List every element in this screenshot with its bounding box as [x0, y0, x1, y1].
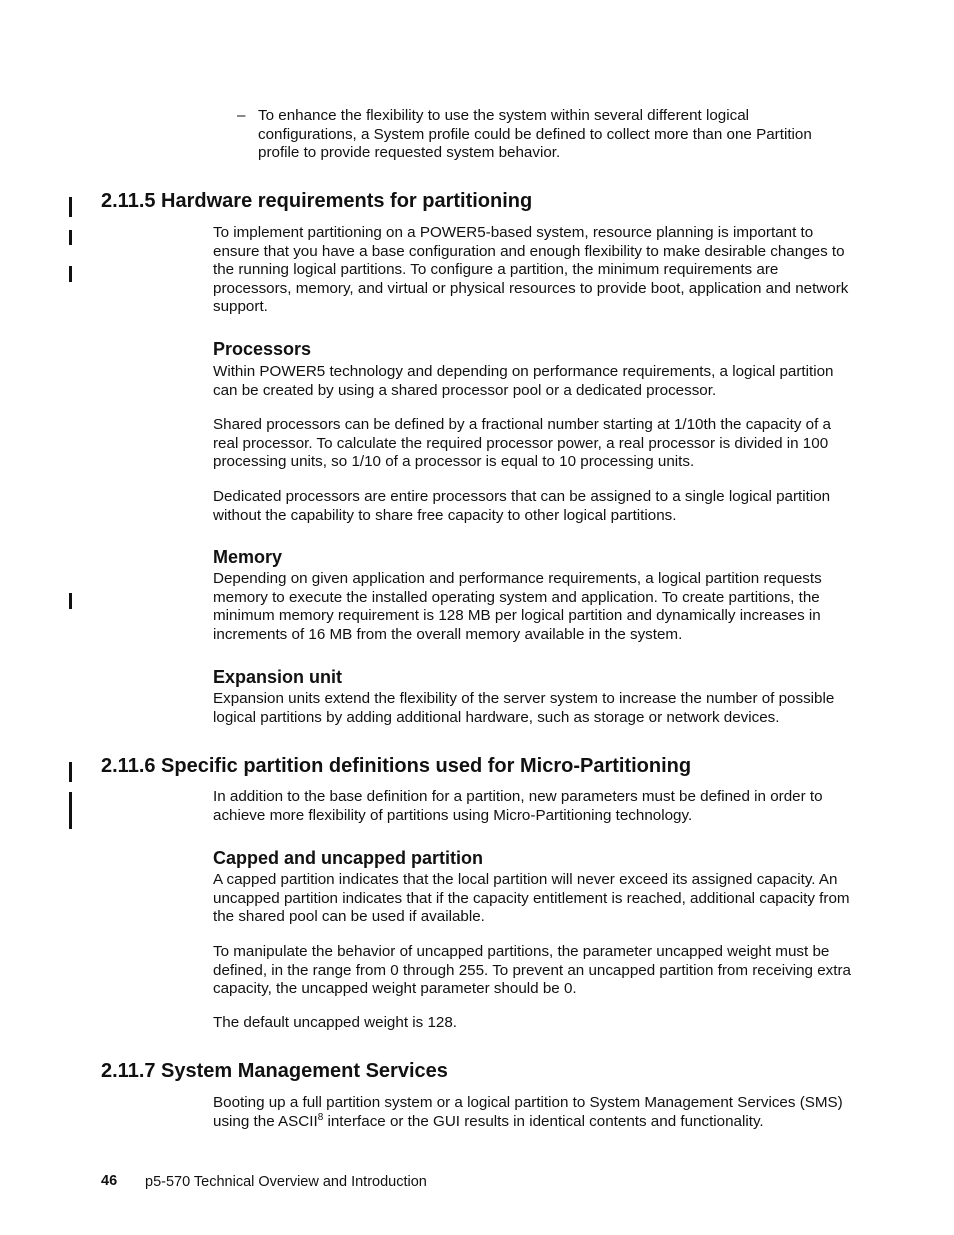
- page-number: 46: [101, 1173, 118, 1189]
- sms-text-end: interface or the GUI results in identical contents and functionality.: [323, 1112, 764, 1130]
- sms-paragraph: [213, 1094, 853, 1131]
- expansion-paragraph: Expansion units extend the flexibility of the server system to increase the number of possible logical partitions by adding additional hardware, such as storage or network devices.: [213, 690, 835, 726]
- section-heading-2-11-5: 2.11.5 Hardware requirements for partitioning: [101, 190, 533, 212]
- section-paragraph: To implement partitioning on a POWER5-based system, resource planning is important to ensure that you have a base configuration and enough flexibility to make desirable changes to the running logical partitions. To configure a partition, the minimum requirements are processors, memory, and virtual or physical resources to provide boot, application and network support.: [213, 224, 849, 316]
- change-bar: [69, 197, 72, 217]
- section-heading-2-11-7: 2.11.7 System Management Services: [101, 1060, 448, 1082]
- subheading-memory: Memory: [213, 547, 283, 567]
- processors-paragraph-3: Dedicated processors are entire processors that can be assigned to a single logical partition without the capability to share free capacity to other logical partitions.: [213, 488, 831, 524]
- memory-paragraph: Depending on given application and performance requirements, a logical partition requests memory to execute the installed operating system and application. To create partitions, the minimum memory requirement is 128 MB per logical partition and dynamically increases in increments of 16 MB from the overall memory available in the system.: [213, 570, 822, 643]
- change-bar: [69, 762, 72, 782]
- dash-bullet: –: [237, 107, 246, 124]
- processors-paragraph-2: Shared processors can be defined by a fractional number starting at 1/10th the capacity of a real processor. To calculate the required processor power, a real processor is divided in 100 processing units, so 1/10 of a processor is equal to 10 processing units.: [213, 416, 831, 471]
- section-heading-2-11-6: 2.11.6 Specific partition definitions used for Micro-Partitioning: [101, 755, 692, 777]
- change-bar: [69, 266, 72, 282]
- capped-paragraph-2: To manipulate the behavior of uncapped partitions, the parameter uncapped weight must be defined, in the range from 0 through 255. To prevent an uncapped partition from receiving extra capacity, the uncapped weight parameter should be 0.: [213, 943, 851, 998]
- subheading-processors: Processors: [213, 339, 312, 359]
- sms-text-start: Booting up a full partition system or a logical partition to System Management Services (SMS) using the ASCII: [213, 1094, 843, 1130]
- section-paragraph: In addition to the base definition for a partition, new parameters must be defined in order to achieve more flexibility of partitions using Micro-Partitioning technology.: [213, 788, 823, 824]
- footer-book-title: p5-570 Technical Overview and Introduction: [145, 1174, 427, 1190]
- subheading-capped-uncapped: Capped and uncapped partition: [213, 848, 484, 868]
- footnote-reference[interactable]: 8: [317, 1111, 324, 1123]
- processors-paragraph-1: Within POWER5 technology and depending on performance requirements, a logical partition can be created by using a shared processor pool or a dedicated processor.: [213, 363, 834, 399]
- intro-list-text: To enhance the flexibility to use the system within several different logical configurations, a System profile could be defined to collect more than one Partition profile to provide requested system behavior.: [258, 107, 812, 162]
- capped-paragraph-3: The default uncapped weight is 128.: [213, 1014, 458, 1031]
- capped-paragraph-1: A capped partition indicates that the local partition will never exceed its assigned capacity. An uncapped partition indicates that if the capacity entitlement is reached, additional capacity from the shared pool can be used if available.: [213, 871, 850, 926]
- change-bar: [69, 593, 72, 609]
- change-bar: [69, 792, 72, 829]
- change-bar: [69, 230, 72, 245]
- subheading-expansion-unit: Expansion unit: [213, 667, 343, 687]
- intro-list-item: [237, 107, 837, 163]
